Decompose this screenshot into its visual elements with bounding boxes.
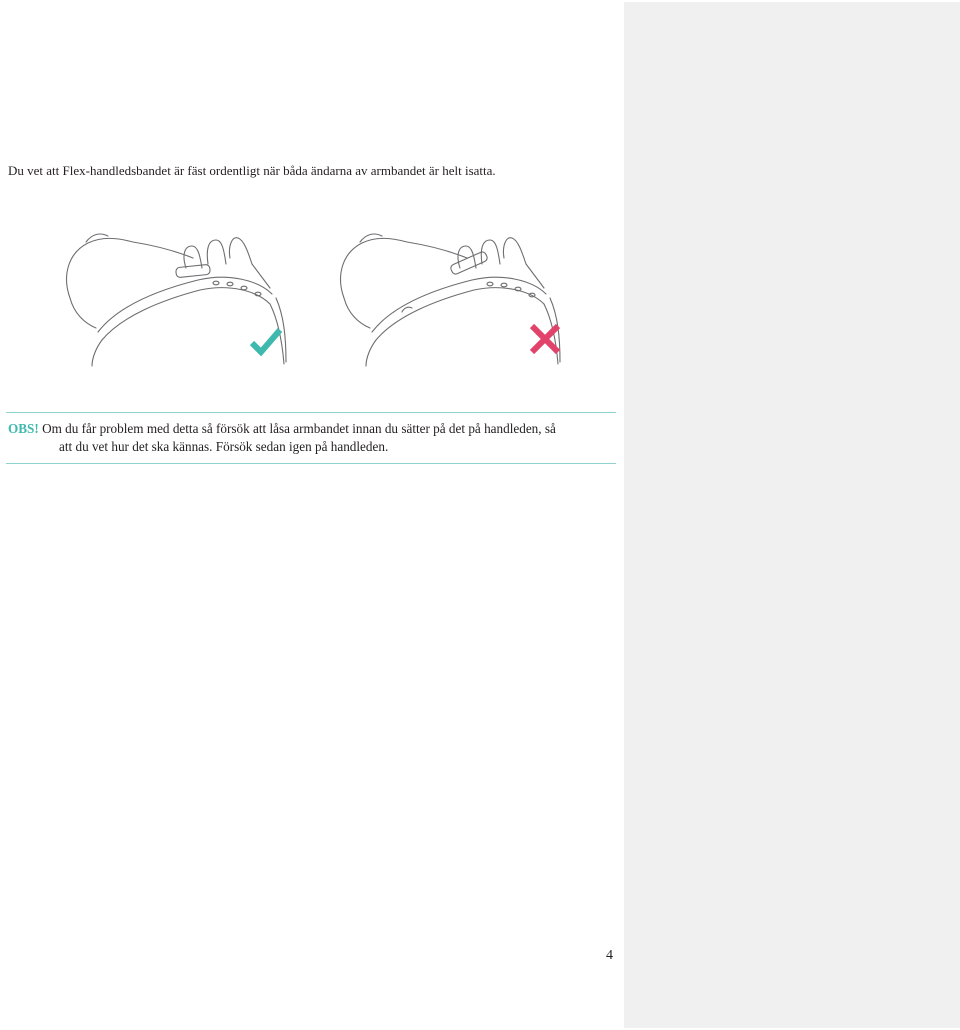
page-side-panel (624, 2, 960, 1028)
note-top-rule (6, 412, 616, 413)
note-bottom-rule (6, 463, 616, 464)
note-box (8, 420, 613, 456)
note-label: OBS! (8, 421, 39, 436)
checkmark-icon (250, 326, 282, 356)
intro-text: Du vet att Flex-handledsbandet är fäst ordentligt när båda ändarna av armbandet är helt isatta. (8, 163, 496, 178)
note-line-2: att du vet hur det ska kännas. Försök sedan igen på handleden. (59, 439, 389, 454)
note-text-1: Om du får problem med detta så försök att låsa armbandet innan du sätter på det på handleden, så (38, 421, 556, 436)
cross-icon (528, 322, 562, 356)
note-line-1 (8, 420, 613, 438)
page-number: 4 (606, 948, 613, 963)
